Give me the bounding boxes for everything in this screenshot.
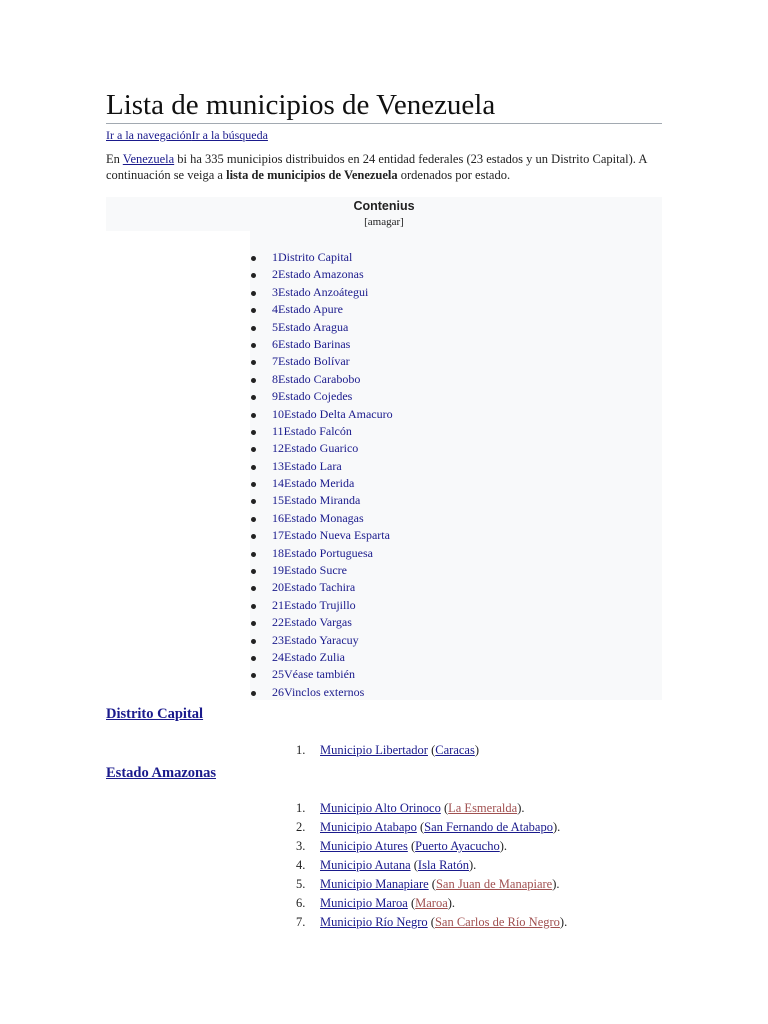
- toc-item-label[interactable]: Estado Barinas: [278, 336, 351, 351]
- toc-item-label[interactable]: Estado Falcón: [283, 423, 352, 438]
- municipio-link[interactable]: Municipio Río Negro: [320, 915, 428, 929]
- toc-item-label[interactable]: Estado Apure: [278, 302, 343, 317]
- paren-open: (: [407, 896, 416, 910]
- toc-item[interactable]: [250, 371, 393, 388]
- municipio-list-distrito-capital: [296, 741, 479, 760]
- capital-link[interactable]: Maroa: [415, 896, 448, 910]
- toc-item-number[interactable]: 17: [272, 528, 284, 543]
- toc-item[interactable]: [250, 440, 393, 457]
- toc-item-number[interactable]: 19: [272, 563, 284, 578]
- paren-close: ).: [447, 896, 456, 910]
- section-heading-distrito-capital[interactable]: Distrito Capital: [106, 706, 204, 722]
- toc-title: Contenius: [353, 199, 415, 213]
- toc-item-label[interactable]: Estado Yaracuy: [284, 632, 359, 647]
- capital-link[interactable]: Isla Ratón: [417, 858, 469, 872]
- list-item-number: 3.: [296, 839, 306, 853]
- toc-item-number[interactable]: 25: [272, 667, 284, 682]
- municipio-list-item: [296, 856, 567, 875]
- intro-text-1: En: [106, 152, 123, 166]
- toc-item-number[interactable]: 26: [272, 684, 284, 699]
- municipio-link[interactable]: Municipio Libertador: [320, 743, 428, 757]
- toc-item-number[interactable]: 24: [272, 649, 284, 664]
- municipio-list-item: [296, 894, 567, 913]
- municipio-list-estado-amazonas: [296, 799, 567, 932]
- toc-item-label[interactable]: Estado Trujillo: [284, 597, 356, 612]
- toc-item-label[interactable]: Véase también: [284, 667, 355, 682]
- toc-item-number[interactable]: 23: [272, 632, 284, 647]
- paren-close: ).: [559, 915, 568, 929]
- toc-item-label[interactable]: Estado Bolívar: [278, 354, 350, 369]
- list-item-number: 1.: [296, 801, 306, 815]
- toc-item-number[interactable]: 16: [272, 510, 284, 525]
- toc-item-label[interactable]: Estado Anzoátegui: [278, 284, 369, 299]
- toc-item-number[interactable]: 20: [272, 580, 284, 595]
- toc-item-number[interactable]: 13: [272, 458, 284, 473]
- municipio-link[interactable]: Municipio Manapiare: [320, 877, 429, 891]
- toc-item-label[interactable]: Estado Lara: [284, 458, 342, 473]
- paren-close: ).: [552, 820, 561, 834]
- intro-paragraph: [106, 151, 662, 183]
- toc-item-number[interactable]: 7: [272, 354, 278, 369]
- toc-item-label[interactable]: Estado Portuguesa: [284, 545, 373, 560]
- list-item-number: 6.: [296, 896, 306, 910]
- capital-link[interactable]: San Juan de Manapiare: [435, 877, 553, 891]
- paren-open: (: [416, 820, 425, 834]
- municipio-list-item: [296, 913, 567, 932]
- toc-item-number[interactable]: 14: [272, 476, 284, 491]
- toc-item-label[interactable]: Estado Guarico: [284, 441, 359, 456]
- toc-item[interactable]: [250, 353, 393, 370]
- list-item-number: 4.: [296, 858, 306, 872]
- toc-list: [250, 249, 393, 701]
- municipio-list-item: [296, 741, 479, 760]
- paren-close: ).: [517, 801, 525, 815]
- municipio-link[interactable]: Municipio Atures: [320, 839, 408, 853]
- municipio-link[interactable]: Municipio Autana: [320, 858, 411, 872]
- toc-item[interactable]: [250, 597, 393, 614]
- toc-item-label[interactable]: Estado Zulia: [284, 649, 345, 664]
- toc-item-label[interactable]: Estado Aragua: [278, 319, 349, 334]
- toc-item[interactable]: [250, 684, 393, 701]
- paren-open: (: [427, 915, 435, 929]
- toc-item-label[interactable]: Vinclos externos: [284, 684, 365, 699]
- paren-open: (: [407, 839, 416, 853]
- intro-bold: lista de municipios de Venezuela: [226, 168, 398, 182]
- list-item-number: 5.: [296, 877, 306, 891]
- toc-item[interactable]: [250, 614, 393, 631]
- toc-item-number[interactable]: 1: [272, 250, 278, 264]
- paren-open: (: [427, 743, 436, 757]
- municipio-link[interactable]: Municipio Alto Orinoco: [320, 801, 441, 815]
- paren-open: (: [440, 801, 449, 815]
- toc-body: [250, 231, 662, 700]
- toc-toggle-label[interactable]: [amagar]: [364, 216, 404, 228]
- toc-item[interactable]: [250, 666, 393, 683]
- toc-item-number[interactable]: 11: [272, 423, 284, 438]
- toc-header: [106, 197, 662, 231]
- toc-item-label[interactable]: Estado Carabobo: [278, 371, 361, 386]
- paren-open: (: [428, 877, 436, 891]
- toc-item-label[interactable]: Distrito Capital: [278, 250, 353, 264]
- municipio-link[interactable]: Municipio Maroa: [320, 896, 408, 910]
- toc-item[interactable]: [250, 579, 393, 596]
- toc-item-number[interactable]: 15: [272, 493, 284, 508]
- toc-item-label[interactable]: Estado Cojedes: [278, 389, 353, 404]
- toc-item[interactable]: [250, 632, 393, 649]
- toc-item-label[interactable]: Estado Miranda: [284, 493, 361, 508]
- toc-item-number[interactable]: 10: [272, 406, 284, 421]
- toc-item[interactable]: [250, 249, 393, 266]
- toc-item-number[interactable]: 8: [272, 371, 278, 386]
- intro-text-2: bi ha 335 municipios distribuidos en 24 entidad federales (23 estados y un Distrito Capital). A continuación se veiga a: [106, 152, 647, 182]
- toc-item[interactable]: [250, 406, 393, 423]
- list-item-number: 2.: [296, 820, 306, 834]
- toc-item[interactable]: [250, 336, 393, 353]
- page-title: Lista de municipios de Venezuela: [106, 88, 662, 124]
- toc-item[interactable]: [250, 388, 393, 405]
- capital-link[interactable]: San Carlos de Río Negro: [434, 915, 560, 929]
- toc-item-number[interactable]: 12: [272, 441, 284, 456]
- capital-link[interactable]: La Esmeralda: [448, 801, 518, 815]
- toc-item-number[interactable]: 2: [272, 267, 278, 282]
- toc-item[interactable]: [250, 510, 393, 527]
- toc-item-label[interactable]: Estado Vargas: [284, 615, 352, 630]
- toc-item-label[interactable]: Estado Sucre: [284, 563, 347, 578]
- paren-close: ).: [468, 858, 477, 872]
- toc-item[interactable]: [250, 545, 393, 562]
- municipio-list-item: [296, 837, 567, 856]
- toc-item[interactable]: [250, 458, 393, 475]
- toc-item-label[interactable]: Estado Amazonas: [278, 267, 364, 282]
- list-item-number: 1.: [296, 743, 306, 757]
- municipio-list-item: [296, 799, 567, 818]
- municipio-list-item: [296, 818, 567, 837]
- section-heading-estado-amazonas[interactable]: Estado Amazonas: [106, 765, 216, 781]
- toc-item-label[interactable]: Estado Tachira: [284, 580, 356, 595]
- capital-link[interactable]: San Fernando de Atabapo: [424, 820, 553, 834]
- paren-close: ): [474, 743, 479, 757]
- paren-close: ).: [499, 839, 508, 853]
- toc-item[interactable]: [250, 284, 393, 301]
- intro-text-3: ordenados por estado.: [397, 168, 511, 182]
- paren-open: (: [410, 858, 418, 872]
- toc-item-number[interactable]: 3: [272, 284, 278, 299]
- toc-item-label[interactable]: Estado Nueva Esparta: [284, 528, 390, 543]
- toc-item-number[interactable]: 21: [272, 597, 284, 612]
- toc-item-number[interactable]: 9: [272, 389, 278, 404]
- toc-item[interactable]: [250, 423, 393, 440]
- table-of-contents: [106, 197, 662, 700]
- toc-item[interactable]: [250, 492, 393, 509]
- municipio-link[interactable]: Municipio Atabapo: [320, 820, 417, 834]
- municipio-list-item: [296, 875, 567, 894]
- toc-item-number[interactable]: 22: [272, 615, 284, 630]
- toc-item-label[interactable]: Estado Delta Amacuro: [284, 406, 393, 421]
- list-item-number: 7.: [296, 915, 306, 929]
- jump-links: [106, 128, 268, 143]
- capital-link[interactable]: Caracas: [435, 743, 475, 757]
- jump-to-search-link[interactable]: Ir a la búsqueda: [191, 128, 268, 142]
- toc-item-number[interactable]: 4: [272, 302, 278, 317]
- jump-to-navigation-link[interactable]: Ir a la navegación: [106, 128, 192, 142]
- toc-item[interactable]: [250, 475, 393, 492]
- venezuela-link[interactable]: Venezuela: [122, 152, 175, 166]
- toc-item-label[interactable]: Estado Monagas: [284, 510, 364, 525]
- toc-item-number[interactable]: 5: [272, 319, 278, 334]
- toc-item[interactable]: [250, 319, 393, 336]
- toc-item[interactable]: [250, 301, 393, 318]
- toc-item-number[interactable]: 18: [272, 545, 284, 560]
- toc-toggle[interactable]: [106, 216, 662, 228]
- toc-item-number[interactable]: 6: [272, 336, 278, 351]
- toc-item[interactable]: [250, 527, 393, 544]
- toc-item-label[interactable]: Estado Merida: [284, 476, 355, 491]
- toc-item[interactable]: [250, 562, 393, 579]
- paren-close: ).: [552, 877, 560, 891]
- toc-item[interactable]: [250, 266, 393, 283]
- toc-item[interactable]: [250, 649, 393, 666]
- capital-link[interactable]: Puerto Ayacucho: [415, 839, 500, 853]
